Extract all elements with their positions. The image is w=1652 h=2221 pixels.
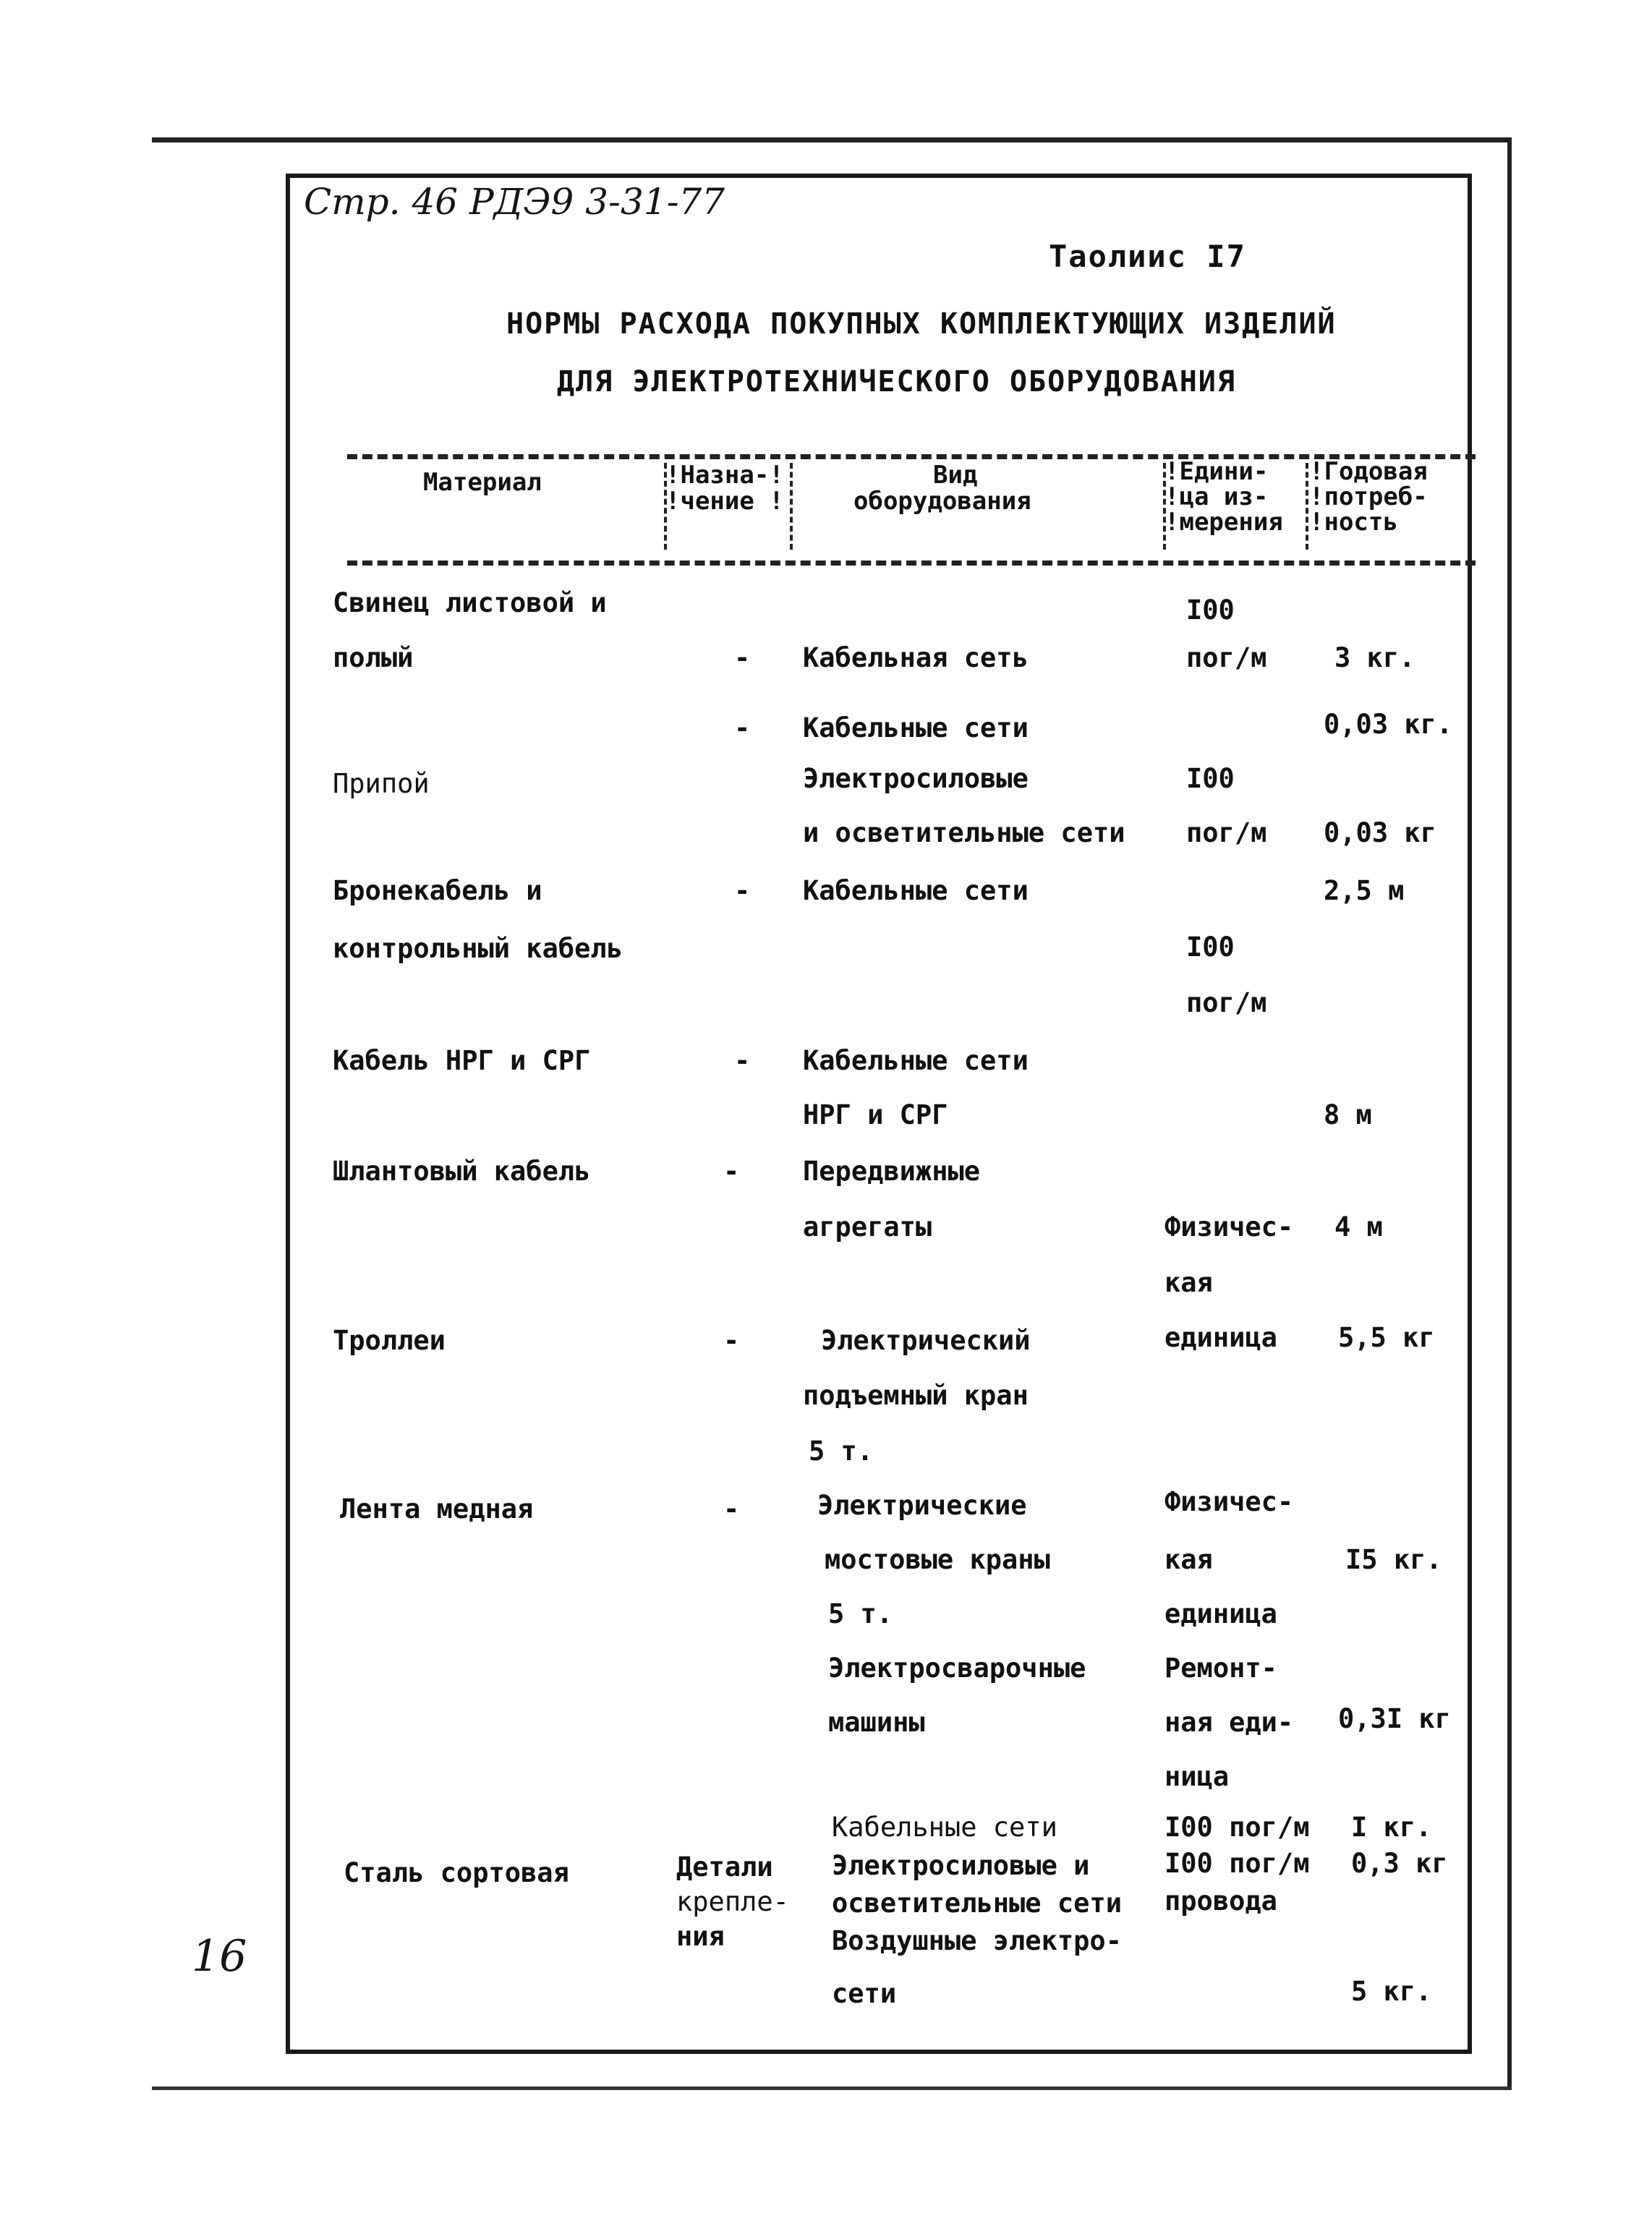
- r3-equipment-line2: и осветительные сети: [803, 817, 1125, 848]
- r4-material-line1: Бронекабель и: [333, 875, 542, 906]
- r6-purpose-dash: -: [723, 1156, 740, 1187]
- r10-quantity-line2: 0,3 кг: [1351, 1848, 1448, 1879]
- handwritten-reference: Стр. 46 РДЭ9 3-31-77: [304, 181, 725, 223]
- header-purpose-2: !чение !: [665, 487, 784, 516]
- r4-purpose-dash: -: [734, 875, 751, 906]
- r6-unit-line2: кая: [1165, 1267, 1213, 1298]
- r9-quantity: 0,3I кг: [1338, 1703, 1451, 1734]
- header-unit-2: !ца из-: [1165, 482, 1269, 511]
- r8-material: Лента медная: [340, 1493, 534, 1525]
- r3-unit-line1: I00: [1186, 763, 1235, 794]
- r2-purpose-dash: -: [734, 712, 751, 743]
- title-line-1: НОРМЫ РАСХОДА ПОКУПНЫХ КОМПЛЕКТУЮЩИХ ИЗДЕЛИЙ: [506, 307, 1337, 341]
- r1-quantity: 3 кг.: [1334, 642, 1415, 673]
- header-unit-3: !мерения: [1165, 508, 1283, 537]
- header-purpose-1: !Назна-!: [665, 461, 784, 490]
- page-number: 16: [192, 1931, 247, 1982]
- header-top-rule: [347, 454, 1476, 459]
- r5-equipment-line1: Кабельные сети: [803, 1045, 1029, 1076]
- r8-unit-line2: кая: [1165, 1544, 1213, 1575]
- r10-purpose-line2: крепле-: [676, 1886, 789, 1917]
- r7-equipment-line2: подъемный кран: [803, 1380, 1029, 1411]
- r1-purpose-dash: -: [734, 642, 751, 673]
- r1-unit-line2: пог/м: [1186, 642, 1267, 673]
- r1-material-line2: полый: [333, 642, 414, 673]
- r9-unit-line1: Ремонт-: [1165, 1653, 1277, 1684]
- outer-frame-right: [1507, 137, 1512, 2090]
- header-unit-1: !Едини-: [1165, 457, 1269, 486]
- r10-equipment-line3: осветительные сети: [832, 1888, 1122, 1919]
- r1-unit-line1: I00: [1186, 594, 1235, 626]
- title-line-2: ДЛЯ ЭЛЕКТРОТЕХНИЧЕСКОГО ОБОРУДОВАНИЯ: [557, 365, 1236, 398]
- r5-material: Кабель НРГ и СРГ: [333, 1045, 591, 1076]
- r9-unit-line2: ная еди-: [1165, 1707, 1294, 1738]
- r7-equipment-line3: 5 т.: [809, 1436, 874, 1467]
- r5-equipment-line2: НРГ и СРГ: [803, 1099, 948, 1130]
- r10-quantity-line1: I кг.: [1351, 1812, 1432, 1843]
- r7-quantity: 5,5 кг: [1338, 1322, 1435, 1353]
- outer-frame-bottom: [152, 2086, 1512, 2090]
- header-annual-1: !Годовая: [1309, 457, 1428, 486]
- r4-unit-line1: I00: [1186, 932, 1235, 963]
- r3-equipment-line1: Электросиловые: [803, 763, 1029, 794]
- r10-unit-line2: I00 пог/м: [1165, 1848, 1310, 1879]
- r7-equipment-line1: Электрический: [821, 1325, 1031, 1356]
- r5-purpose-dash: -: [734, 1045, 751, 1076]
- r1-equipment: Кабельная сеть: [803, 642, 1029, 673]
- r9-equipment-line1: Электросварочные: [828, 1653, 1086, 1684]
- r7-material: Троллеи: [333, 1325, 446, 1356]
- r10-purpose-line3: ния: [676, 1921, 725, 1952]
- r3-unit-line2: пог/м: [1186, 817, 1267, 848]
- r6-material: Шлантовый кабель: [333, 1156, 591, 1187]
- r10-unit-line1: I00 пог/м: [1165, 1812, 1310, 1843]
- r7-unit: единица: [1165, 1322, 1277, 1353]
- r6-equipment-line1: Передвижные: [803, 1156, 981, 1187]
- outer-frame-top: [152, 137, 1512, 142]
- r6-equipment-line2: агрегаты: [803, 1211, 932, 1242]
- header-annual-2: !потреб-: [1309, 482, 1428, 511]
- r9-equipment-line2: машины: [828, 1707, 925, 1738]
- r8-purpose-dash: -: [723, 1493, 740, 1525]
- r7-purpose-dash: -: [723, 1325, 740, 1356]
- r10-equipment-line4: Воздушные электро-: [832, 1925, 1122, 1956]
- r4-unit-line2: пог/м: [1186, 987, 1267, 1018]
- r2-equipment: Кабельные сети: [803, 712, 1029, 743]
- r10-equipment-line5: сети: [832, 1978, 897, 2009]
- table-label: Таолиис I7: [1049, 239, 1246, 274]
- r8-unit-line3: единица: [1165, 1598, 1277, 1629]
- r10-material: Сталь сортовая: [344, 1857, 569, 1888]
- r8-quantity: I5 кг.: [1345, 1544, 1442, 1575]
- r4-equipment: Кабельные сети: [803, 875, 1029, 906]
- r3-quantity: 0,03 кг: [1324, 817, 1436, 848]
- r6-quantity: 4 м: [1334, 1211, 1383, 1242]
- r6-unit-line1: Физичес-: [1165, 1211, 1294, 1242]
- header-bottom-rule: [347, 560, 1476, 566]
- r10-equipment-line2: Электросиловые и: [832, 1850, 1090, 1881]
- r10-purpose-line1: Детали: [676, 1851, 773, 1883]
- r8-equipment-line2: мостовые краны: [825, 1544, 1050, 1575]
- header-equipment-2: оборудования: [853, 487, 1031, 516]
- r1-material-line1: Свинец листовой и: [333, 587, 607, 618]
- r3-material: Припой: [333, 768, 430, 799]
- header-divider-4: [1306, 463, 1308, 550]
- r2-quantity: 0,03 кг.: [1324, 709, 1453, 740]
- r8-equipment-line3: 5 т.: [828, 1598, 893, 1629]
- header-equipment-1: Вид: [933, 461, 978, 490]
- header-divider-2: [790, 463, 793, 550]
- header-material: Материал: [423, 468, 542, 497]
- r9-unit-line3: ница: [1165, 1761, 1230, 1792]
- r8-unit-line1: Физичес-: [1165, 1486, 1294, 1517]
- r4-quantity: 2,5 м: [1324, 875, 1405, 906]
- r8-equipment-line1: Электрические: [817, 1490, 1027, 1521]
- r10-equipment-line1: Кабельные сети: [832, 1812, 1057, 1843]
- r4-material-line2: контрольный кабель: [333, 933, 623, 964]
- header-annual-3: !ность: [1309, 508, 1398, 537]
- r5-quantity: 8 м: [1324, 1099, 1372, 1130]
- r10-unit-line3: провода: [1165, 1885, 1277, 1917]
- r10-quantity-line3: 5 кг.: [1351, 1976, 1432, 2007]
